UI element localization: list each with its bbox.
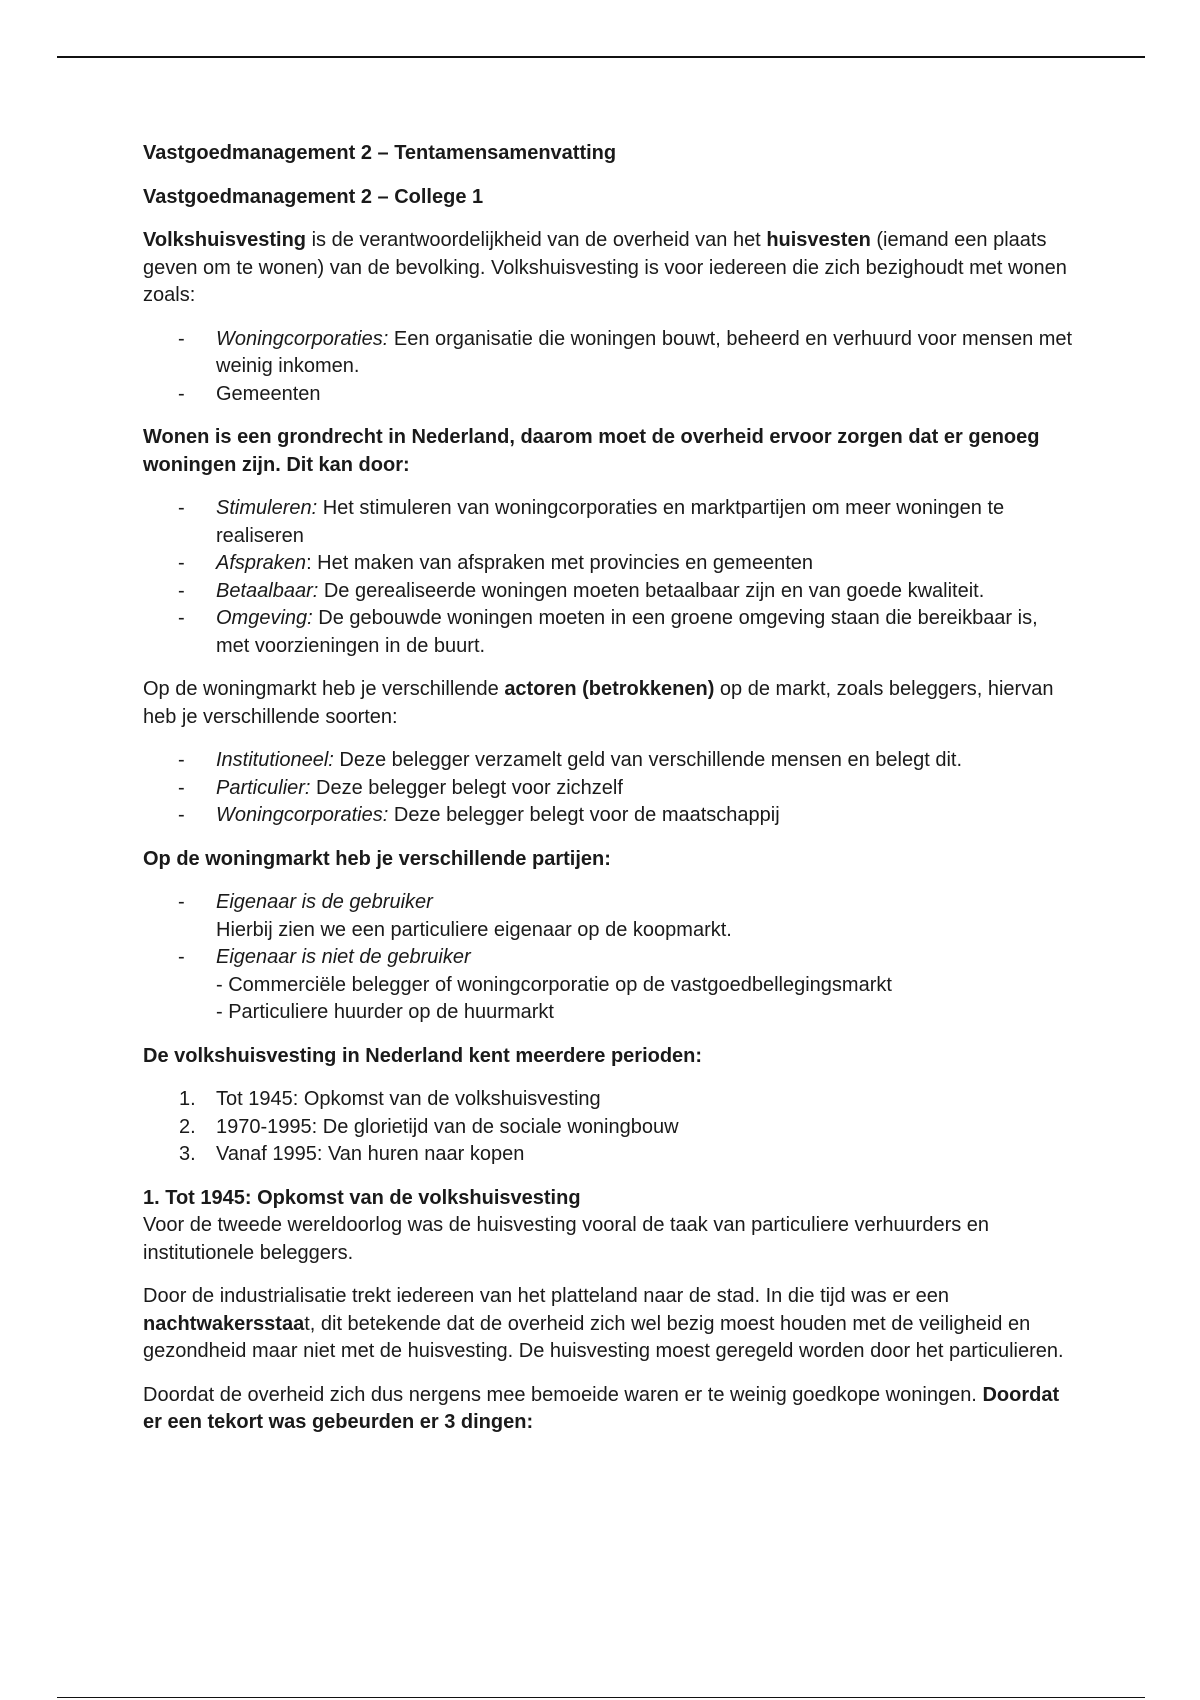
list-item-subline: - Particuliere huurder op de huurmarkt — [216, 1001, 554, 1023]
list-item — [143, 889, 1073, 944]
section1-p3-text-1: Doordat de overheid zich dus nergens mee bemoeide waren er te weinig goedkope woningen. — [143, 1383, 983, 1406]
partijen-list — [143, 889, 1073, 1027]
list-item-text: 1970-1995: De glorietijd van de sociale woningbouw — [216, 1115, 679, 1138]
term-huisvesten: huisvesten — [766, 229, 871, 251]
document-body — [143, 140, 1073, 1453]
list-item-term: Omgeving: — [216, 607, 313, 629]
section1-p2-text-2: t, dit betekende dat de overheid zich wel bezig moest houden met de veiligheid en gezondheid maar niet met de huisvesting. De huisvesting moest geregeld worden door het particulieren. — [143, 1312, 1064, 1362]
list-item — [143, 605, 1073, 660]
list-item-text: Deze belegger belegt voor de maatschappij — [388, 804, 780, 826]
grondrecht-list — [143, 495, 1073, 660]
section1-heading: 1. Tot 1945: Opkomst van de volkshuisvesting — [143, 1186, 581, 1209]
bullet-marker: - — [178, 946, 185, 968]
list-item — [143, 495, 1073, 550]
list-item-text: Deze belegger verzamelt geld van verschillende mensen en belegt dit. — [333, 749, 963, 771]
list-item — [143, 802, 1073, 830]
grondrecht-heading: Wonen is een grondrecht in Nederland, daarom moet de overheid ervoor zorgen dat er genoeg woningen zijn. Dit kan door: — [143, 426, 1040, 476]
list-item — [143, 578, 1073, 606]
list-item-text: Een organisatie die woningen bouwt, beheerd en verhuurd voor mensen met weinig inkomen. — [216, 327, 1073, 377]
list-item — [143, 1141, 1073, 1169]
college-heading: Vastgoedmanagement 2 – College 1 — [143, 185, 484, 208]
list-item — [143, 775, 1073, 803]
list-item-term: Stimuleren: — [216, 497, 318, 519]
list-item — [143, 1114, 1073, 1142]
list-item-subline: Hierbij zien we een particuliere eigenaar op de koopmarkt. — [216, 918, 732, 941]
intro-paragraph — [143, 227, 1073, 310]
perioden-heading: De volkshuisvesting in Nederland kent meerdere perioden: — [143, 1044, 703, 1067]
list-item — [143, 944, 1073, 1027]
list-item — [143, 747, 1073, 775]
term-nachtwakersstaat: nachtwakersstaa — [143, 1312, 305, 1335]
list-item-text: Gemeenten — [216, 382, 321, 405]
bullet-marker: - — [178, 382, 185, 405]
list-item-text: Het stimuleren van woningcorporaties en marktpartijen om meer woningen te realiseren — [216, 497, 1005, 547]
section1-p3-bold: Doordat er een tekort was gebeurden er 3 dingen: — [143, 1383, 1060, 1433]
section1-paragraph-3 — [143, 1382, 1073, 1437]
list-item-text: Tot 1945: Opkomst van de volkshuisvesting — [216, 1088, 601, 1110]
document-title: Vastgoedmanagement 2 – Tentamensamenvatting — [143, 142, 617, 164]
list-item — [143, 381, 1073, 409]
bullet-marker: - — [178, 749, 185, 771]
list-number: 2. — [179, 1115, 196, 1138]
term-actoren: actoren (betrokkenen) — [504, 678, 715, 700]
actoren-text-1: Op de woningmarkt heb je verschillende — [143, 678, 505, 700]
list-item-term: Woningcorporaties: — [216, 327, 389, 350]
bullet-marker: - — [178, 607, 185, 629]
list-item-term: Afspraken — [216, 552, 307, 574]
perioden-list — [143, 1086, 1073, 1169]
bullet-marker: - — [178, 776, 185, 799]
list-number: 3. — [179, 1143, 196, 1165]
list-item-text: Vanaf 1995: Van huren naar kopen — [216, 1143, 525, 1165]
list-item-term: Particulier: — [216, 776, 311, 799]
list-item — [143, 550, 1073, 578]
section1-paragraph-1: Voor de tweede wereldoorlog was de huisvesting vooral de taak van particuliere verhuurders en institutionele beleggers. — [143, 1214, 990, 1264]
actoren-text-2: op de markt, zoals beleggers, hiervan heb je verschillende soorten: — [143, 678, 1054, 728]
footer-rule — [57, 1697, 1145, 1698]
header-rule — [57, 56, 1145, 58]
actoren-paragraph — [143, 676, 1073, 731]
term-volkshuisvesting: Volkshuisvesting — [143, 229, 307, 251]
list-item-term: Eigenaar is de gebruiker — [216, 891, 433, 913]
bullet-marker: - — [178, 579, 185, 602]
list-item-term: Woningcorporaties: — [216, 804, 389, 826]
list-item-term: Eigenaar is niet de gebruiker — [216, 946, 471, 968]
list-number: 1. — [179, 1088, 196, 1110]
bullet-marker: - — [178, 497, 185, 519]
bullet-marker: - — [178, 891, 185, 913]
list-item-text: De gebouwde woningen moeten in een groene omgeving staan die bereikbaar is, met voorzieningen in de buurt. — [216, 607, 1038, 657]
bullet-marker: - — [178, 552, 185, 574]
list-item-text: De gerealiseerde woningen moeten betaalbaar zijn en van goede kwaliteit. — [318, 579, 985, 602]
list-item-text: : Het maken van afspraken met provincies en gemeenten — [306, 552, 814, 574]
section1-p2-text-1: Door de industrialisatie trekt iedereen van het platteland naar de stad. In die tijd was er een — [143, 1285, 950, 1307]
intro-list — [143, 326, 1073, 409]
partijen-heading: Op de woningmarkt heb je verschillende partijen: — [143, 847, 611, 870]
list-item-term: Betaalbaar: — [216, 579, 319, 602]
list-item-text: Deze belegger belegt voor zichzelf — [310, 776, 623, 799]
section1-paragraph-2 — [143, 1283, 1073, 1366]
list-item-subline: - Commerciële belegger of woningcorporatie op de vastgoedbellegingsmarkt — [216, 973, 892, 996]
bullet-marker: - — [178, 804, 185, 826]
intro-text-1: is de verantwoordelijkheid van de overheid van het — [306, 229, 767, 251]
intro-text-2: (iemand een plaats geven om te wonen) van de bevolking. Volkshuisvesting is voor iedereen die zich bezighoudt met wonen zoals: — [143, 229, 1067, 306]
list-item — [143, 1086, 1073, 1114]
list-item — [143, 326, 1073, 381]
bullet-marker: - — [178, 327, 185, 350]
list-item-term: Institutioneel: — [216, 749, 334, 771]
belegger-list — [143, 747, 1073, 830]
